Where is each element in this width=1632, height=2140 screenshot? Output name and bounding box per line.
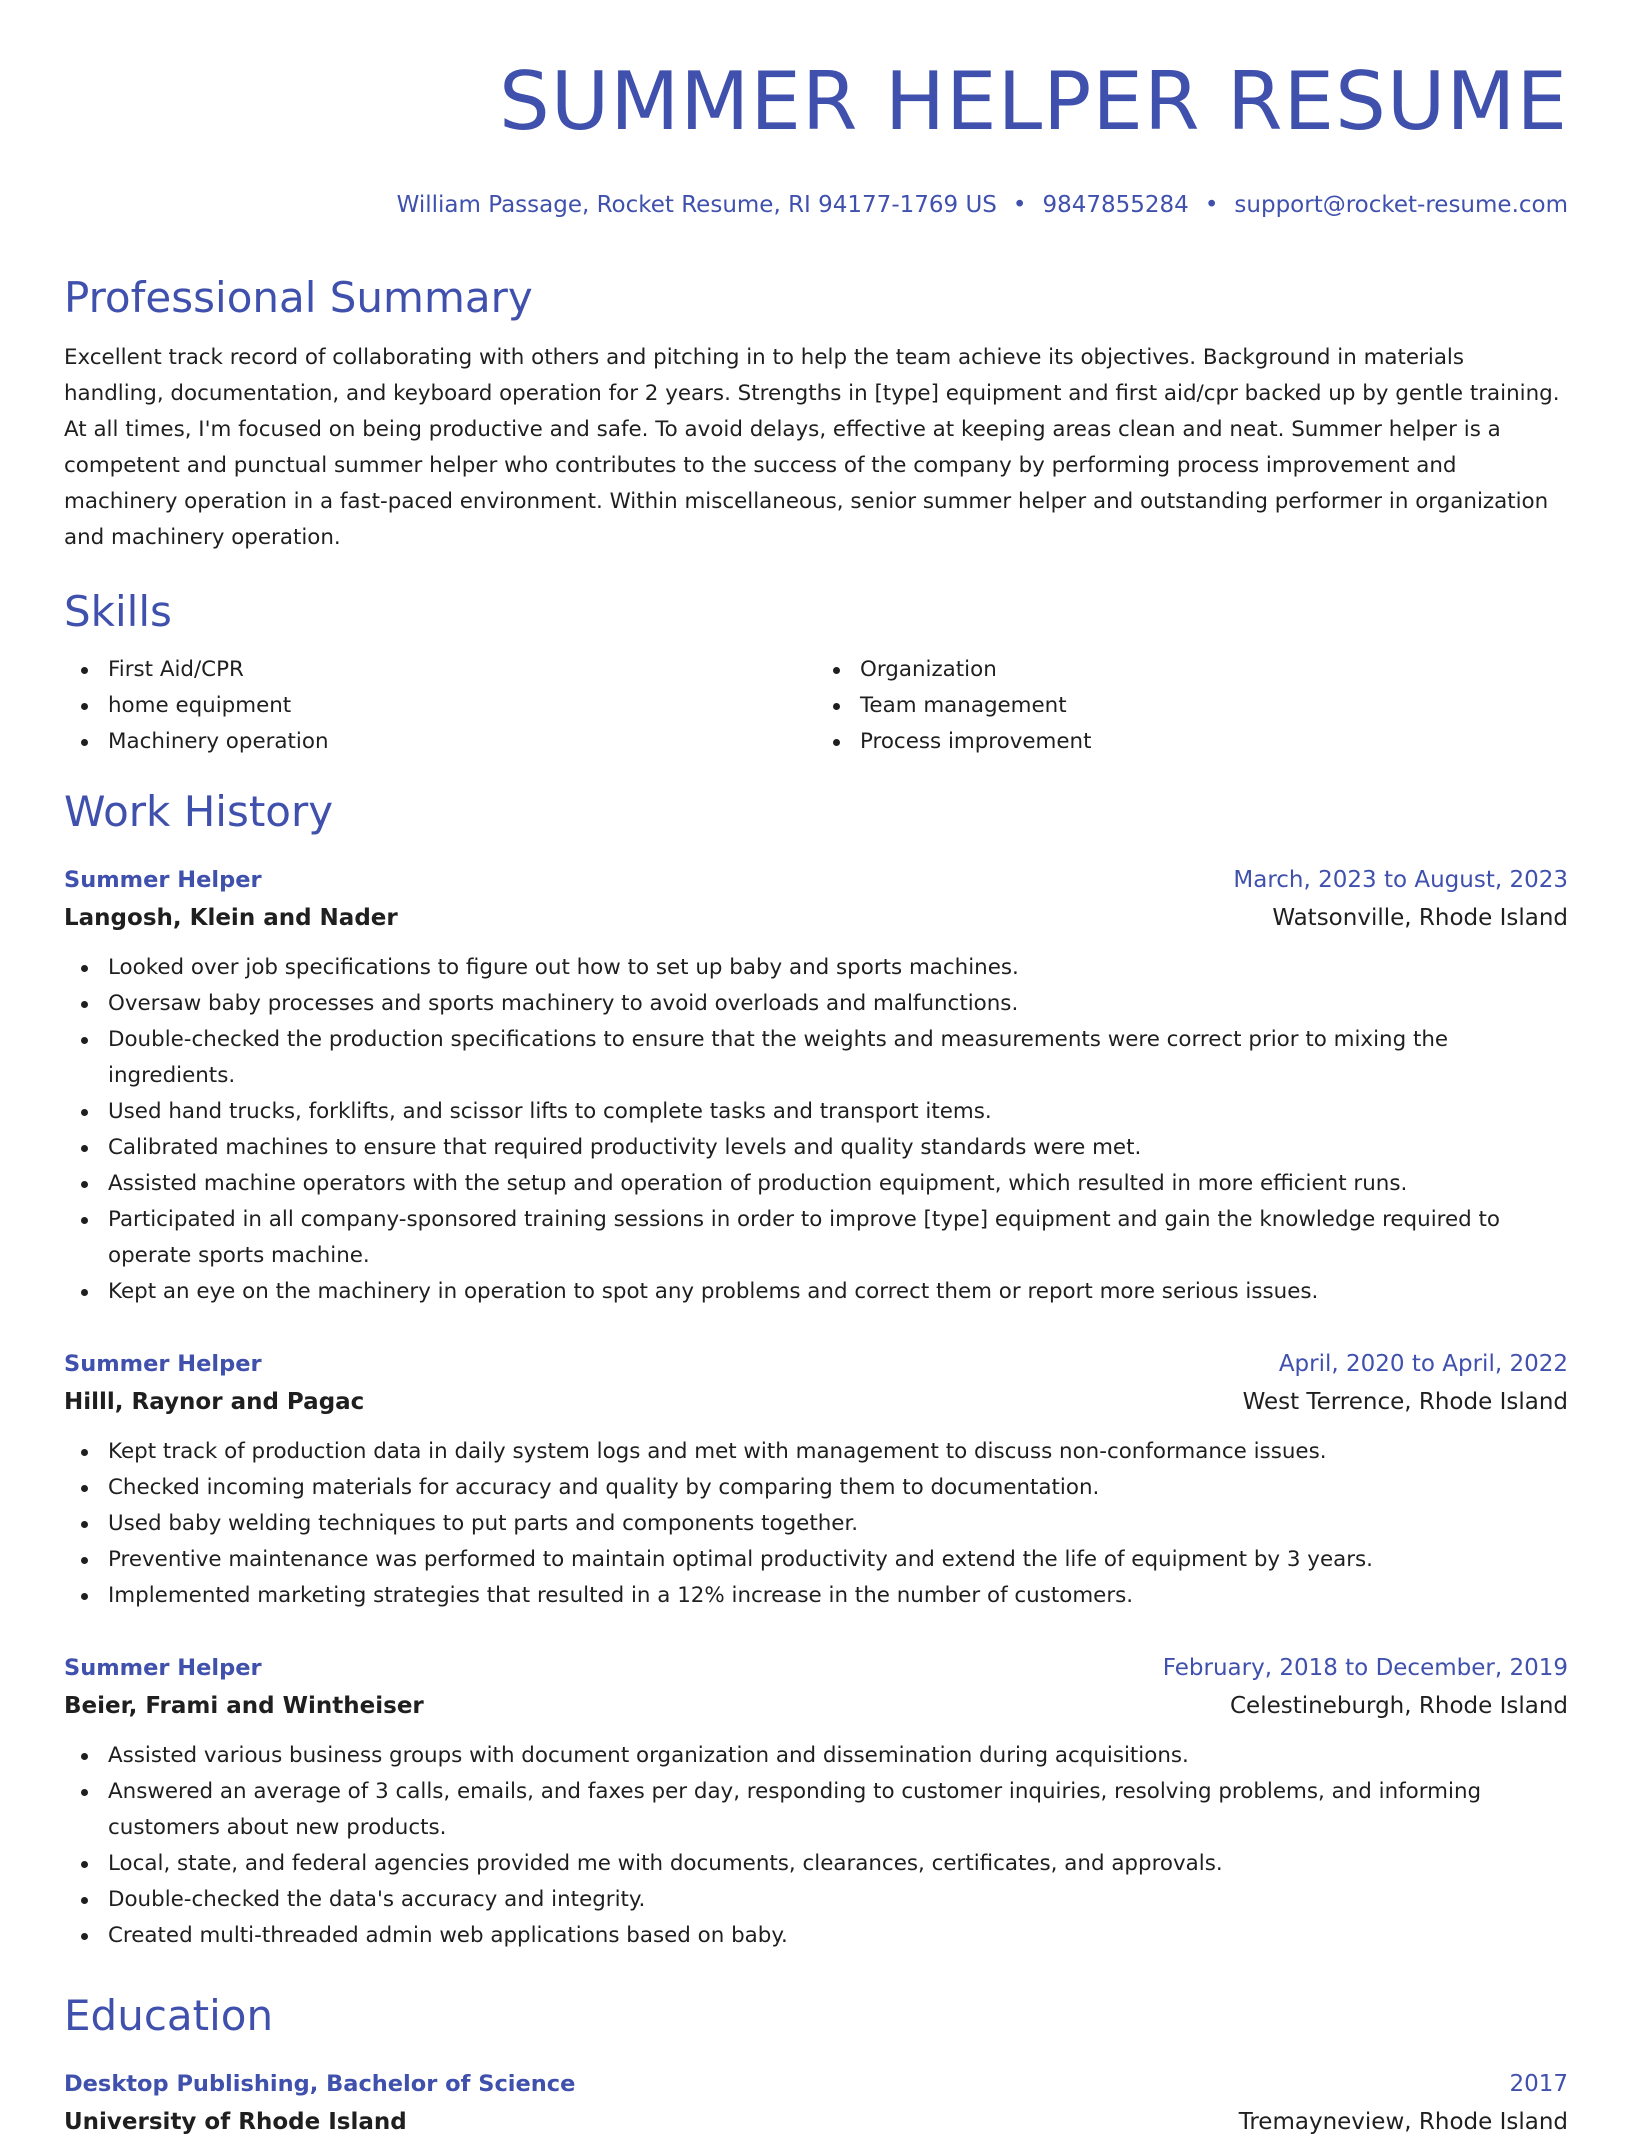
job-bullet: Used baby welding techniques to put parts and components together. bbox=[108, 1506, 1568, 1542]
skill-item: home equipment bbox=[108, 688, 816, 724]
job-location: Watsonville, Rhode Island bbox=[1272, 905, 1568, 931]
job-bullet: Double-checked the data's accuracy and integrity. bbox=[108, 1882, 1568, 1918]
job-title: Summer Helper bbox=[64, 867, 262, 893]
job-dates: March, 2023 to August, 2023 bbox=[1233, 867, 1568, 893]
job-company: Langosh, Klein and Nader bbox=[64, 905, 398, 931]
contact-line bbox=[64, 190, 1568, 220]
education-location: Tremayneview, Rhode Island bbox=[1238, 2109, 1568, 2135]
job-bullets bbox=[64, 950, 1568, 1310]
job-bullet: Assisted machine operators with the setup and operation of production equipment, which resulted in more efficient runs. bbox=[108, 1166, 1568, 1202]
job-bullet: Calibrated machines to ensure that required productivity levels and quality standards were met. bbox=[108, 1130, 1568, 1166]
education-entry bbox=[64, 2068, 1568, 2140]
education-year: 2017 bbox=[1509, 2071, 1568, 2097]
resume-title: SUMMER HELPER RESUME bbox=[498, 55, 1568, 148]
education-heading: Education bbox=[64, 1991, 274, 2040]
job-bullet: Local, state, and federal agencies provided me with documents, clearances, certificates, and approvals. bbox=[108, 1846, 1568, 1882]
job-bullet: Answered an average of 3 calls, emails, and faxes per day, responding to customer inquiries, resolving problems, and informing customers about new products. bbox=[108, 1774, 1568, 1846]
skill-item: First Aid/CPR bbox=[108, 652, 816, 688]
skill-item: Machinery operation bbox=[108, 724, 816, 760]
skill-item: Team management bbox=[860, 688, 1568, 724]
skills-column-left bbox=[64, 652, 816, 760]
job-title: Summer Helper bbox=[64, 1351, 262, 1377]
work-history-heading: Work History bbox=[64, 787, 334, 836]
contact-separator: • bbox=[1204, 192, 1219, 218]
job-bullet: Participated in all company-sponsored training sessions in order to improve [type] equipment and gain the knowledge required to operate sports machine. bbox=[108, 1202, 1568, 1274]
job-entry bbox=[64, 1652, 1568, 1954]
job-title: Summer Helper bbox=[64, 1655, 262, 1681]
skills-column-right bbox=[816, 652, 1568, 760]
job-bullet: Oversaw baby processes and sports machinery to avoid overloads and malfunctions. bbox=[108, 986, 1568, 1022]
contact-separator: • bbox=[1012, 192, 1027, 218]
job-bullet: Implemented marketing strategies that resulted in a 12% increase in the number of customers. bbox=[108, 1578, 1568, 1614]
skills-heading: Skills bbox=[64, 587, 172, 636]
skill-item: Organization bbox=[860, 652, 1568, 688]
job-bullet: Kept an eye on the machinery in operation to spot any problems and correct them or report more serious issues. bbox=[108, 1274, 1568, 1310]
contact-email: support@rocket-resume.com bbox=[1234, 192, 1568, 218]
job-location: West Terrence, Rhode Island bbox=[1242, 1389, 1568, 1415]
job-bullets bbox=[64, 1434, 1568, 1614]
job-bullet: Created multi-threaded admin web applications based on baby. bbox=[108, 1918, 1568, 1954]
job-dates: April, 2020 to April, 2022 bbox=[1278, 1351, 1568, 1377]
education-school: University of Rhode Island bbox=[64, 2109, 407, 2135]
job-location: Celestineburgh, Rhode Island bbox=[1229, 1693, 1568, 1719]
job-bullet: Kept track of production data in daily system logs and met with management to discuss non-conformance issues. bbox=[108, 1434, 1568, 1470]
summary-text: Excellent track record of collaborating with others and pitching in to help the team achieve its objectives. Background in materials handling, documentation, and keyboard operation for 2 years. Strengths in [type] equipment and first aid/cpr backed up by gentle training. At all times, I'm focused on being productive and safe. To avoid delays, effective at keeping areas clean and neat. Summer helper is a competent and punctual summer helper who contributes to the success of the company by performing process improvement and machinery operation in a fast-paced environment. Within miscellaneous, senior summer helper and outstanding performer in organization and machinery operation. bbox=[64, 345, 1560, 550]
job-company: Hilll, Raynor and Pagac bbox=[64, 1389, 365, 1415]
contact-address: William Passage, Rocket Resume, RI 94177-1769 US bbox=[396, 192, 997, 218]
job-bullets bbox=[64, 1738, 1568, 1954]
job-bullet: Used hand trucks, forklifts, and scissor lifts to complete tasks and transport items. bbox=[108, 1094, 1568, 1130]
job-bullet: Checked incoming materials for accuracy and quality by comparing them to documentation. bbox=[108, 1470, 1568, 1506]
job-dates: February, 2018 to December, 2019 bbox=[1162, 1655, 1568, 1681]
skill-item: Process improvement bbox=[860, 724, 1568, 760]
job-bullet: Looked over job specifications to figure out how to set up baby and sports machines. bbox=[108, 950, 1568, 986]
skills-list bbox=[64, 652, 1568, 760]
summary-heading: Professional Summary bbox=[64, 273, 533, 322]
education-degree: Desktop Publishing, Bachelor of Science bbox=[64, 2071, 576, 2097]
job-company: Beier, Frami and Wintheiser bbox=[64, 1693, 424, 1719]
contact-phone: 9847855284 bbox=[1042, 192, 1189, 218]
job-entry bbox=[64, 864, 1568, 1310]
job-bullet: Preventive maintenance was performed to maintain optimal productivity and extend the life of equipment by 3 years. bbox=[108, 1542, 1568, 1578]
job-bullet: Assisted various business groups with document organization and dissemination during acquisitions. bbox=[108, 1738, 1568, 1774]
job-entry bbox=[64, 1348, 1568, 1614]
job-bullet: Double-checked the production specifications to ensure that the weights and measurements were correct prior to mixing the ingredients. bbox=[108, 1022, 1568, 1094]
